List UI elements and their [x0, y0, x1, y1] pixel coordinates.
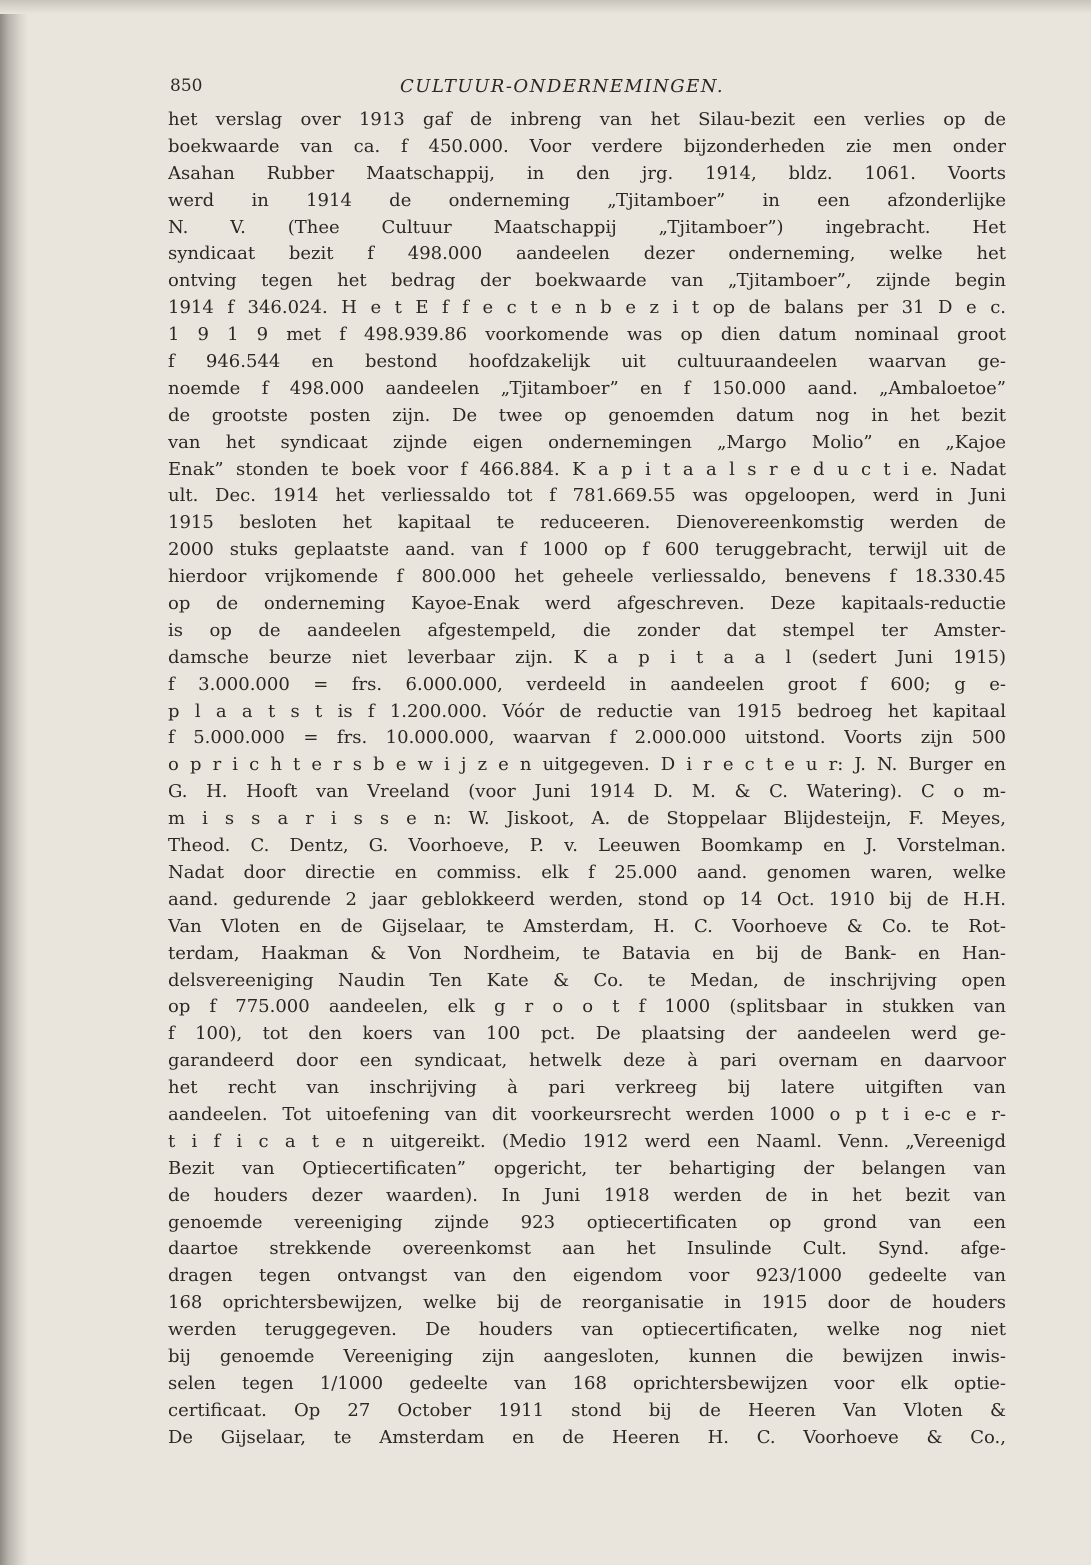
text-line: de grootste posten zijn. De twee op genoemden datum nog in het bezit — [168, 404, 1006, 426]
text-line: De Gijselaar, te Amsterdam en de Heeren H. C. Voorhoeve & Co., — [168, 1426, 1006, 1448]
text-line: is op de aandeelen afgestempeld, die zonder dat stempel ter Amster- — [168, 619, 1006, 641]
text-line: p l a a t s t is f 1.200.000. Vóór de reductie van 1915 bedroeg het kapitaal — [168, 700, 1006, 722]
page-number: 850 — [170, 76, 203, 96]
text-line: de houders dezer waarden). In Juni 1918 werden de in het bezit van — [168, 1184, 1006, 1206]
body-text — [168, 107, 1006, 1452]
text-line: Van Vloten en de Gijselaar, te Amsterdam, H. C. Voorhoeve & Co. te Rot- — [168, 915, 1006, 937]
text-line: van het syndicaat zijnde eigen ondernemingen „Margo Molio” en „Kajoe — [168, 431, 1006, 453]
text-line: f 946.544 en bestond hoofdzakelijk uit cultuuraandeelen waarvan ge- — [168, 351, 1006, 373]
text-line: 1 9 1 9 met f 498.939.86 voorkomende was op dien datum nominaal groot — [168, 324, 1006, 346]
text-line: hierdoor vrijkomende f 800.000 het geheele verliessaldo, benevens f 18.330.45 — [168, 566, 1006, 588]
text-line: terdam, Haakman & Von Nordheim, te Batavia en bij de Bank- en Han- — [168, 942, 1006, 964]
text-line: t i f i c a t e n uitgereikt. (Medio 1912 werd een Naaml. Venn. „Vereenigd — [168, 1130, 1006, 1152]
text-line: selen tegen 1/1000 gedeelte van 168 oprichtersbewijzen voor elk optie- — [168, 1372, 1006, 1394]
text-line: Theod. C. Dentz, G. Voorhoeve, P. v. Leeuwen Boomkamp en J. Vorstelman. — [168, 835, 1006, 857]
text-line: het verslag over 1913 gaf de inbreng van het Silau-bezit een verlies op de — [168, 109, 1006, 130]
text-line: dragen tegen ontvangst van den eigendom voor 923/1000 gedeelte van — [168, 1265, 1006, 1287]
text-line: werden teruggegeven. De houders van optiecertificaten, welke nog niet — [168, 1319, 1006, 1341]
text-line: genoemde vereeniging zijnde 923 optiecertificaten op grond van een — [168, 1211, 1006, 1233]
text-line: bij genoemde Vereeniging zijn aangesloten, kunnen die bewijzen inwis- — [168, 1345, 1006, 1367]
text-line: m i s s a r i s s e n: W. Jiskoot, A. de Stoppelaar Blijdesteijn, F. Meyes, — [168, 808, 1006, 830]
text-line: op f 775.000 aandeelen, elk g r o o t f 1000 (splitsbaar in stukken van — [168, 996, 1006, 1018]
text-line: aandeelen. Tot uitoefening van dit voorkeursrecht werden 1000 o p t i e-c e r- — [168, 1103, 1006, 1125]
text-line: certificaat. Op 27 October 1911 stond bij de Heeren Van Vloten & — [168, 1399, 1006, 1421]
text-line: het recht van inschrijving à pari verkreeg bij latere uitgiften van — [168, 1077, 1006, 1099]
text-line: f 3.000.000 = frs. 6.000.000, verdeeld in aandeelen groot f 600; g e- — [168, 673, 1006, 695]
text-line: boekwaarde van ca. f 450.000. Voor verdere bijzonderheden zie men onder — [168, 135, 1006, 157]
text-line: N. V. (Thee Cultuur Maatschappij „Tjitamboer”) ingebracht. Het — [168, 216, 1006, 238]
text-line: 1915 besloten het kapitaal te reduceeren. Dienovereenkomstig werden de — [168, 512, 1006, 534]
text-line: f 100), tot den koers van 100 pct. De plaatsing der aandeelen werd ge- — [168, 1023, 1006, 1045]
text-line: daartoe strekkende overeenkomst aan het Insulinde Cult. Synd. afge- — [168, 1238, 1006, 1260]
text-line: 2000 stuks geplaatste aand. van f 1000 op f 600 teruggebracht, terwijl uit de — [168, 539, 1006, 561]
text-line: Bezit van Optiecertificaten” opgericht, ter behartiging der belangen van — [168, 1157, 1006, 1179]
page-top-shadow — [0, 0, 1091, 14]
text-line: f 5.000.000 = frs. 10.000.000, waarvan f 2.000.000 uitstond. Voorts zijn 500 — [168, 727, 1006, 749]
page-gutter-shadow — [0, 0, 28, 1565]
text-line: Enak” stonden te boek voor f 466.884. K a p i t a a l s r e d u c t i e. Nadat — [168, 458, 1006, 480]
text-line: syndicaat bezit f 498.000 aandeelen dezer onderneming, welke het — [168, 243, 1006, 265]
text-line: ontving tegen het bedrag der boekwaarde van „Tjitamboer”, zijnde begin — [168, 270, 1006, 292]
text-line: o p r i c h t e r s b e w i j z e n uitgegeven. D i r e c t e u r: J. N. Burger en — [168, 754, 1006, 776]
text-line: 1914 f 346.024. H e t E f f e c t e n b e z i t op de balans per 31 D e c. — [168, 297, 1006, 319]
text-line: garandeerd door een syndicaat, hetwelk deze à pari overnam en daarvoor — [168, 1050, 1006, 1072]
page-header — [170, 76, 1010, 106]
running-title: CULTUUR-ONDERNEMINGEN. — [400, 76, 725, 97]
text-line: op de onderneming Kayoe-Enak werd afgeschreven. Deze kapitaals-reductie — [168, 593, 1006, 615]
text-line: ult. Dec. 1914 het verliessaldo tot f 781.669.55 was opgeloopen, werd in Juni — [168, 485, 1006, 507]
text-line: aand. gedurende 2 jaar geblokkeerd werden, stond op 14 Oct. 1910 bij de H.H. — [168, 888, 1006, 910]
text-line: damsche beurze niet leverbaar zijn. K a p i t a a l (sedert Juni 1915) — [168, 646, 1006, 668]
text-line: delsvereeniging Naudin Ten Kate & Co. te Medan, de inschrijving open — [168, 969, 1006, 991]
text-line: werd in 1914 de onderneming „Tjitamboer” in een afzonderlijke — [168, 189, 1006, 211]
text-line: Nadat door directie en commiss. elk f 25.000 aand. genomen waren, welke — [168, 861, 1006, 883]
text-line: 168 oprichtersbewijzen, welke bij de reorganisatie in 1915 door de houders — [168, 1292, 1006, 1314]
text-line: noemde f 498.000 aandeelen „Tjitamboer” en f 150.000 aand. „Ambaloetoe” — [168, 377, 1006, 399]
text-line: G. H. Hooft van Vreeland (voor Juni 1914 D. M. & C. Watering). C o m- — [168, 781, 1006, 803]
text-line: Asahan Rubber Maatschappij, in den jrg. 1914, bldz. 1061. Voorts — [168, 162, 1006, 184]
